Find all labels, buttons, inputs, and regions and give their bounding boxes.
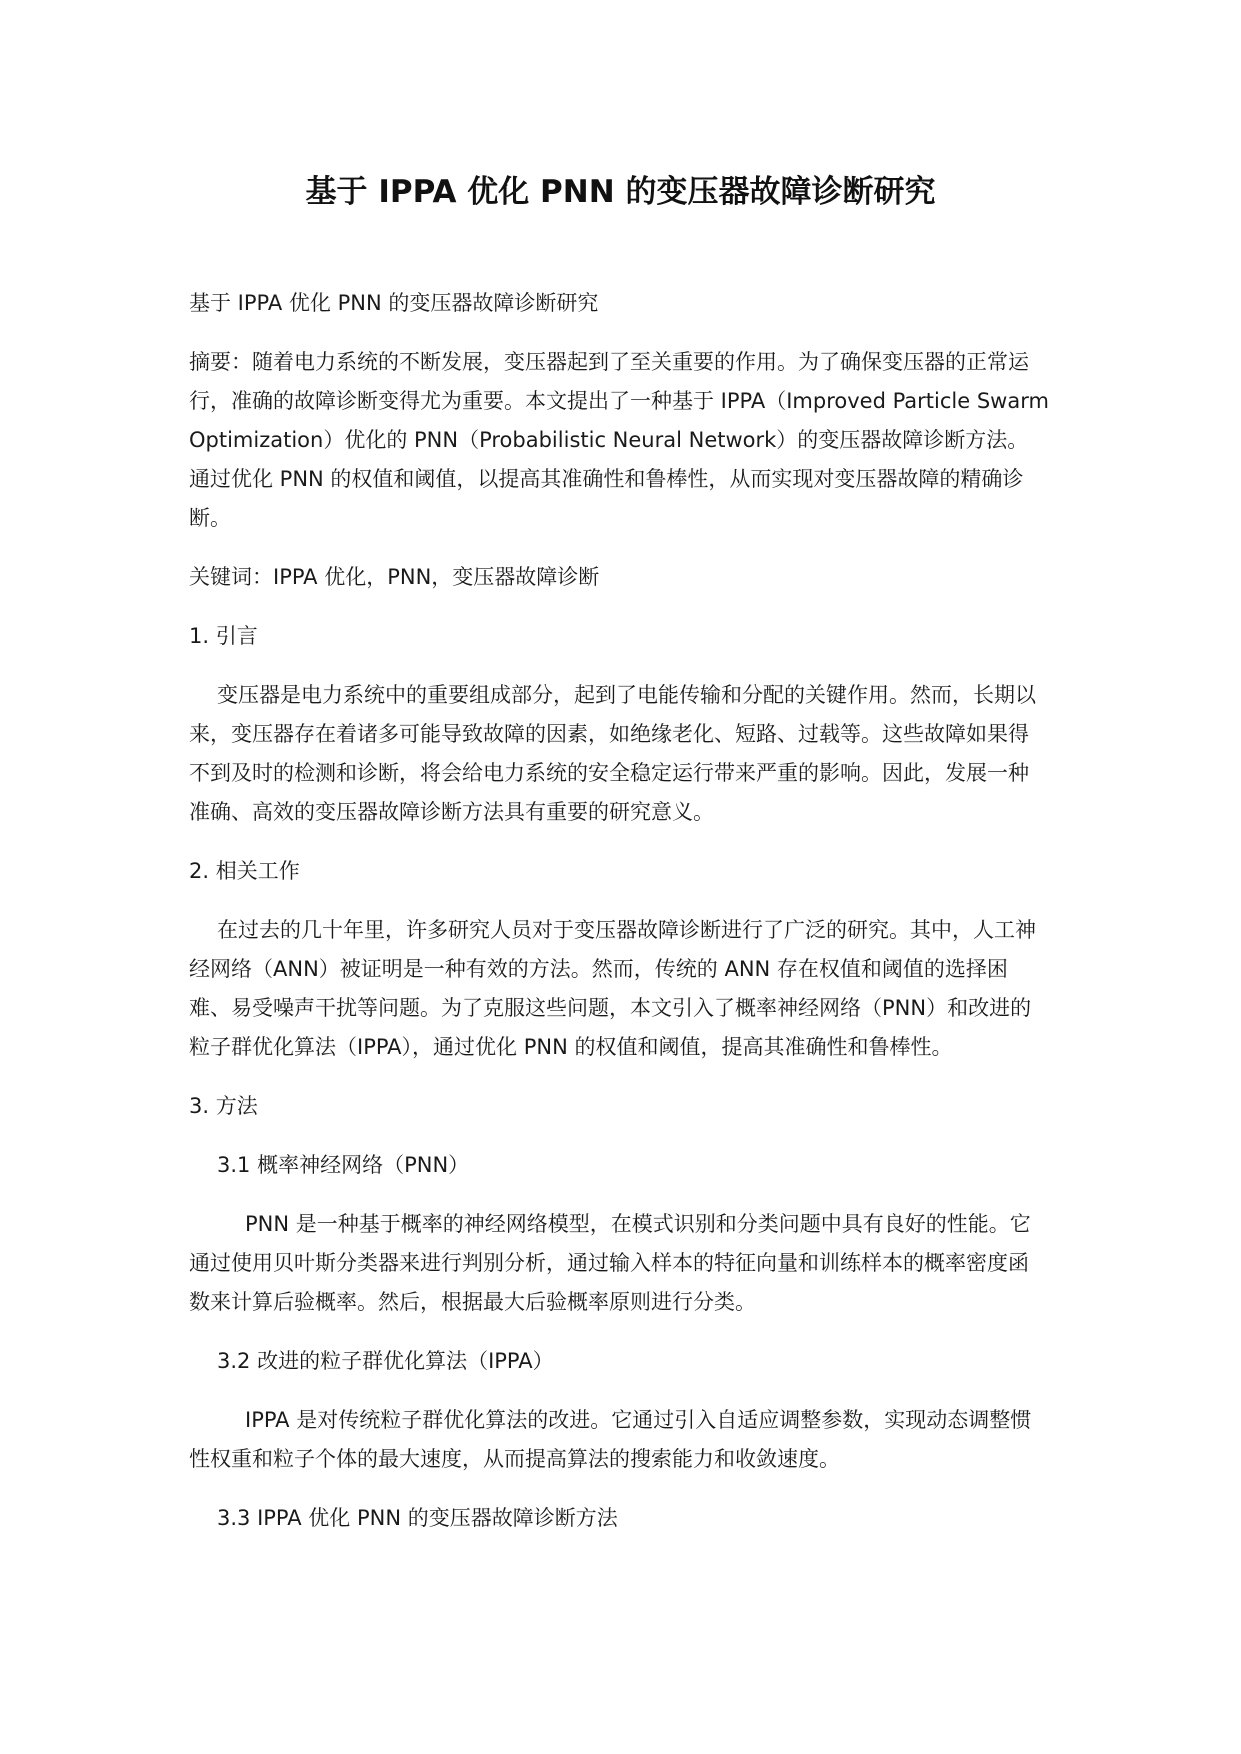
page-title: 基于 IPPA 优化 PNN 的变压器故障诊断研究 — [305, 174, 936, 210]
subsection-body-pnn: PNN 是一种基于概率的神经网络模型，在模式识别和分类问题中具有良好的性能。它通过使用贝叶斯分类器来进行判别分析，通过输入样本的特征向量和训练样本的概率密度函数来计算后验概率。然后，根据最大后验概率原则进行分类。 — [189, 1212, 1031, 1314]
subsection-heading-ippa: 3.2 改进的粒子群优化算法（IPPA） — [217, 1349, 554, 1373]
section-heading-introduction: 1. 引言 — [189, 624, 258, 648]
section-body-introduction: 变压器是电力系统中的重要组成部分，起到了电能传输和分配的关键作用。然而，长期以来，变压器存在着诸多可能导致故障的因素，如绝缘老化、短路、过载等。这些故障如果得不到及时的检测和诊断，将会给电力系统的安全稳定运行带来严重的影响。因此，发展一种准确、高效的变压器故障诊断方法具有重要的研究意义。 — [189, 683, 1036, 824]
section-heading-method: 3. 方法 — [189, 1094, 258, 1118]
subsection-heading-ippa-pnn-method: 3.3 IPPA 优化 PNN 的变压器故障诊断方法 — [217, 1506, 618, 1530]
keywords: 关键词：IPPA 优化，PNN，变压器故障诊断 — [189, 565, 600, 589]
document-body — [189, 284, 1049, 1558]
abstract: 摘要：随着电力系统的不断发展，变压器起到了至关重要的作用。为了确保变压器的正常运行，准确的故障诊断变得尤为重要。本文提出了一种基于 IPPA（Improved Particle Swarm Optimization）优化的 PNN（Probabilistic Neural Network）的变压器故障诊断方法。通过优化 PNN 的权值和阈值，以提高其准确性和鲁棒性，从而实现对变压器故障的精确诊断。 — [189, 350, 1049, 530]
subsection-heading-pnn: 3.1 概率神经网络（PNN） — [217, 1153, 470, 1177]
section-heading-related-work: 2. 相关工作 — [189, 859, 300, 883]
subtitle: 基于 IPPA 优化 PNN 的变压器故障诊断研究 — [189, 291, 599, 315]
section-body-related-work: 在过去的几十年里，许多研究人员对于变压器故障诊断进行了广泛的研究。其中，人工神经网络（ANN）被证明是一种有效的方法。然而，传统的 ANN 存在权值和阈值的选择困难、易受噪声干扰等问题。为了克服这些问题，本文引入了概率神经网络（PNN）和改进的粒子群优化算法（IPPA），通过优化 PNN 的权值和阈值，提高其准确性和鲁棒性。 — [189, 918, 1036, 1059]
subsection-body-ippa: IPPA 是对传统粒子群优化算法的改进。它通过引入自适应调整参数，实现动态调整惯性权重和粒子个体的最大速度，从而提高算法的搜索能力和收敛速度。 — [189, 1408, 1032, 1471]
